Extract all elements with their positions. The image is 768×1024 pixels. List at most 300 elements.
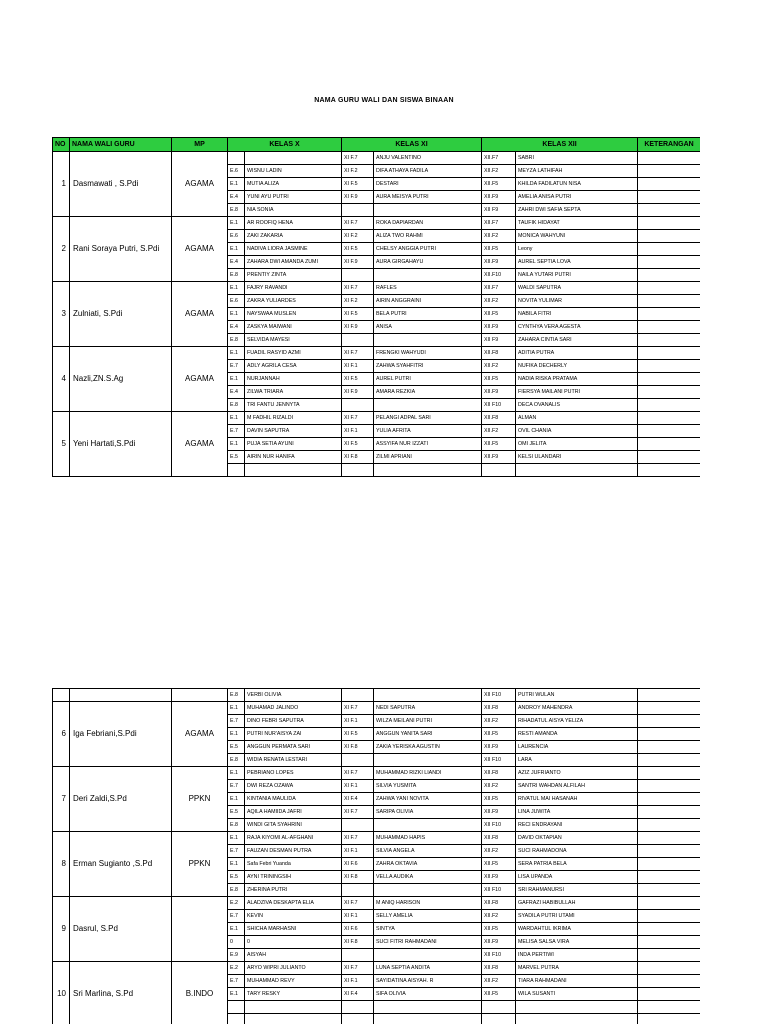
table-row [53, 152, 701, 165]
header-mp: MP [172, 138, 228, 152]
kelas-x-code: E.6 [228, 295, 245, 308]
kelas-xi-code: XI F.4 [342, 793, 374, 806]
kelas-xi-name: ZAKIA YERISKA AGUSTIN [374, 741, 482, 754]
row-number: 3 [53, 282, 70, 347]
row-number: 5 [53, 412, 70, 477]
kelas-x-code: E.1 [228, 412, 245, 425]
kelas-xi-name [374, 754, 482, 767]
kelas-xii-code: XII.F9 [482, 191, 516, 204]
kelas-xii-code: XII.F5 [482, 373, 516, 386]
keterangan-cell [638, 988, 701, 1001]
keterangan-cell [638, 308, 700, 321]
keterangan-cell [638, 949, 701, 962]
keterangan-cell [638, 897, 701, 910]
table-row [53, 832, 701, 845]
keterangan-cell [638, 347, 700, 360]
kelas-xi-name: YULIA AFRITA [374, 425, 482, 438]
kelas-xi-name: FRENGKI WAHYUDI [374, 347, 482, 360]
kelas-x-name: Safa Febri Yuanda [245, 858, 342, 871]
keterangan-cell [638, 793, 701, 806]
kelas-xii-code: XII.F5 [482, 728, 516, 741]
kelas-xii-code: XII.F8 [482, 702, 516, 715]
kelas-x-name: ZAKI ZAKARIA [245, 230, 342, 243]
kelas-x-name: WIDIA RENATA LESTARI [245, 754, 342, 767]
header-kelas-x: KELAS X [228, 138, 342, 152]
keterangan-cell [638, 689, 701, 702]
keterangan-cell [638, 295, 700, 308]
kelas-xi-code: XI F.7 [342, 806, 374, 819]
kelas-xi-code: XI F.8 [342, 741, 374, 754]
kelas-xi-name: SILVIA ANGELA [374, 845, 482, 858]
kelas-xi-name: VELLA AUDIKA [374, 871, 482, 884]
kelas-xi-name: MUHAMMAD HAPIS [374, 832, 482, 845]
wali-guru-name: Rani Soraya Putri, S.Pdi [70, 217, 172, 282]
kelas-xii-name: TIARA RAHMADANI [516, 975, 638, 988]
kelas-x-code: E.8 [228, 884, 245, 897]
kelas-xii-name: ANDROY MAHENDRA [516, 702, 638, 715]
kelas-x-code [228, 152, 245, 165]
wali-guru-name: Iga Febriani,S.Pdi [70, 702, 172, 767]
keterangan-cell [638, 715, 701, 728]
keterangan-cell [638, 871, 701, 884]
kelas-x-code: E.1 [228, 217, 245, 230]
kelas-xi-name: PELANGI ADPAL SARI [374, 412, 482, 425]
kelas-x-code: E.4 [228, 256, 245, 269]
guru-wali-table-1 [52, 137, 700, 477]
table-row [53, 217, 701, 230]
kelas-xi-name [374, 1014, 482, 1024]
kelas-xi-code: XI F.9 [342, 256, 374, 269]
kelas-xi-name: WILZA MEILANI PUTRI [374, 715, 482, 728]
kelas-xii-name: ZAHRI DWI SAFIA SEPTA [516, 204, 638, 217]
mata-pelajaran: AGAMA [172, 282, 228, 347]
mata-pelajaran: B.INDO [172, 962, 228, 1024]
kelas-x-code: E.7 [228, 910, 245, 923]
kelas-xii-code: XII.F5 [482, 858, 516, 871]
kelas-x-name: ZASKYA MAIWANI [245, 321, 342, 334]
kelas-x-code: E.6 [228, 230, 245, 243]
wali-guru-name: Nazli,ZN.S.Ag [70, 347, 172, 412]
header-kelas-xi: KELAS XI [342, 138, 482, 152]
kelas-x-name: NADIVA LIORA JASMINE [245, 243, 342, 256]
kelas-xii-code: XII.F8 [482, 767, 516, 780]
kelas-xii-name: KHILDA FADILATUN NISA [516, 178, 638, 191]
kelas-x-code: E.7 [228, 975, 245, 988]
kelas-x-code: E.1 [228, 438, 245, 451]
keterangan-cell [638, 910, 701, 923]
wali-guru-name: Dasmawati , S.Pdi [70, 152, 172, 217]
kelas-x-name: TARY RESKY [245, 988, 342, 1001]
kelas-xi-code [342, 269, 374, 282]
kelas-x-name: AYNI TRININGSIH [245, 871, 342, 884]
keterangan-cell [638, 806, 701, 819]
kelas-xii-name: SUCI RAHMADONA [516, 845, 638, 858]
kelas-xi-name: SUCI FITRI RAHMADANI [374, 936, 482, 949]
kelas-x-code: E.8 [228, 334, 245, 347]
table-page-1 [52, 137, 700, 489]
kelas-x-code [228, 1014, 245, 1024]
keterangan-cell [638, 191, 700, 204]
kelas-x-code: E.2 [228, 962, 245, 975]
kelas-xi-name: ALIZA TWO RAHMI [374, 230, 482, 243]
kelas-x-name: RAJA KIYOMI AL-AFGHANI [245, 832, 342, 845]
kelas-x-code: E.1 [228, 308, 245, 321]
wali-guru-name: Yeni Hartati,S.Pdi [70, 412, 172, 477]
keterangan-cell [638, 334, 700, 347]
table-row [53, 897, 701, 910]
kelas-xi-name: SARIPA OLIVIA [374, 806, 482, 819]
kelas-x-code: E.6 [228, 165, 245, 178]
kelas-xi-code: XI F.7 [342, 152, 374, 165]
keterangan-cell [638, 936, 701, 949]
table-row [53, 767, 701, 780]
keterangan-cell [638, 858, 701, 871]
kelas-xi-code: XI F.5 [342, 178, 374, 191]
kelas-xii-code: XII.F2 [482, 910, 516, 923]
kelas-x-code: E.7 [228, 845, 245, 858]
kelas-x-code [228, 1001, 245, 1014]
kelas-xi-code: XI F.9 [342, 191, 374, 204]
keterangan-cell [638, 269, 700, 282]
kelas-xii-code: XII.F8 [482, 832, 516, 845]
keterangan-cell [638, 1014, 701, 1024]
kelas-x-code: E.2 [228, 897, 245, 910]
kelas-x-code: E.8 [228, 269, 245, 282]
kelas-xii-name: NUFIKA DECHERLY [516, 360, 638, 373]
wali-guru-name: Zulniati, S.Pdi [70, 282, 172, 347]
table-page-2 [52, 688, 700, 1024]
kelas-xii-name: WALDI SAPUTRA [516, 282, 638, 295]
keterangan-cell [638, 178, 700, 191]
kelas-xii-code: XII.F7 [482, 152, 516, 165]
kelas-x-name: DINO FEBRI SAPUTRA [245, 715, 342, 728]
kelas-xii-name: SYADILA PUTRI UTAMI [516, 910, 638, 923]
kelas-xii-code: XII F10 [482, 884, 516, 897]
kelas-xii-code: XII.F5 [482, 308, 516, 321]
kelas-x-code: E.5 [228, 871, 245, 884]
kelas-x-code: E.1 [228, 282, 245, 295]
keterangan-cell [638, 884, 701, 897]
kelas-x-name: ANGGUN PERMATA SARI [245, 741, 342, 754]
kelas-x-code: E.1 [228, 767, 245, 780]
kelas-xii-code: XII.F8 [482, 412, 516, 425]
kelas-x-code: E.1 [228, 832, 245, 845]
kelas-xii-code [482, 1001, 516, 1014]
kelas-x-code: E.7 [228, 780, 245, 793]
keterangan-cell [638, 780, 701, 793]
kelas-xii-code: XII F9 [482, 334, 516, 347]
kelas-xi-code: XI F.7 [342, 962, 374, 975]
kelas-xii-name: RIVATUL MAI HASANAH [516, 793, 638, 806]
kelas-xii-name: LISA UPANDA [516, 871, 638, 884]
kelas-xii-name: ZAHARA CINTIA SARI [516, 334, 638, 347]
kelas-xii-code: XII.F2 [482, 360, 516, 373]
keterangan-cell [638, 399, 700, 412]
kelas-xii-code: XII.F2 [482, 230, 516, 243]
kelas-xii-name: ADITIA PUTRA [516, 347, 638, 360]
mata-pelajaran [172, 897, 228, 962]
kelas-xii-name: FIERSYA MAILANI PUTRI [516, 386, 638, 399]
kelas-xii-name: MEYZA LATHIFAH [516, 165, 638, 178]
kelas-xii-code: XII.F8 [482, 347, 516, 360]
kelas-xi-code [342, 884, 374, 897]
kelas-x-code: E.7 [228, 360, 245, 373]
row-number: 1 [53, 152, 70, 217]
kelas-xii-name: CYNTHYA VERA AGESTA [516, 321, 638, 334]
kelas-xii-name: WILA SUSANTI [516, 988, 638, 1001]
kelas-x-name [245, 1001, 342, 1014]
keterangan-cell [638, 204, 700, 217]
kelas-xii-code: XII.F2 [482, 715, 516, 728]
kelas-x-name: NURJANNAH [245, 373, 342, 386]
kelas-xii-name: NABILA FITRI [516, 308, 638, 321]
mata-pelajaran: PPKN [172, 832, 228, 897]
kelas-xii-code: XII.F7 [482, 217, 516, 230]
kelas-x-name: KEVIN [245, 910, 342, 923]
mata-pelajaran: AGAMA [172, 217, 228, 282]
keterangan-cell [638, 1001, 701, 1014]
kelas-xi-name [374, 204, 482, 217]
kelas-xii-name: GAFRAZI HABIBULLAH [516, 897, 638, 910]
kelas-xii-name: LINA JUWITA [516, 806, 638, 819]
kelas-xi-name [374, 464, 482, 477]
table-row [53, 347, 701, 360]
kelas-xii-name: NADIA RISKA PRATAMA [516, 373, 638, 386]
kelas-xi-name [374, 884, 482, 897]
kelas-x-name: ZAHARA DWI AMANDA ZUMI [245, 256, 342, 269]
keterangan-cell [638, 412, 700, 425]
keterangan-cell [638, 321, 700, 334]
kelas-xi-name [374, 689, 482, 702]
keterangan-cell [638, 282, 700, 295]
kelas-xi-name: SINTYA [374, 923, 482, 936]
kelas-xi-name: DESTARI [374, 178, 482, 191]
kelas-x-code: E.5 [228, 806, 245, 819]
kelas-xi-code: XI F.2 [342, 165, 374, 178]
kelas-xi-name [374, 949, 482, 962]
kelas-x-code: E.8 [228, 689, 245, 702]
kelas-xi-name: RAFLES [374, 282, 482, 295]
kelas-xi-code [342, 1001, 374, 1014]
kelas-x-name: PUJA SETIA AYUNI [245, 438, 342, 451]
row-number: 4 [53, 347, 70, 412]
kelas-xi-name: CHELSY ANGGIA PUTRI [374, 243, 482, 256]
kelas-xii-code [482, 464, 516, 477]
kelas-xi-code: XI F.1 [342, 780, 374, 793]
kelas-xii-name: WARDAHTUL IKRIMA [516, 923, 638, 936]
kelas-xi-name: ANJU VALENTINO [374, 152, 482, 165]
mata-pelajaran: AGAMA [172, 702, 228, 767]
kelas-xi-code: XI F.1 [342, 715, 374, 728]
wali-guru-name: Sri Marlina, S.Pd [70, 962, 172, 1024]
kelas-x-name: WISNU LADIN [245, 165, 342, 178]
kelas-xi-code: XI F.7 [342, 282, 374, 295]
kelas-xi-name: ZAHRA OKTAVIA [374, 858, 482, 871]
kelas-xi-code [342, 334, 374, 347]
kelas-xi-code: XI F.7 [342, 832, 374, 845]
kelas-xii-name: SRI RAHMANURSI [516, 884, 638, 897]
kelas-xii-code: XII.F5 [482, 243, 516, 256]
kelas-x-code: E.1 [228, 858, 245, 871]
keterangan-cell [638, 230, 700, 243]
keterangan-cell [638, 832, 701, 845]
kelas-x-name: YUNI AYU PUTRI [245, 191, 342, 204]
kelas-xii-code: XII.F2 [482, 780, 516, 793]
keterangan-cell [638, 373, 700, 386]
kelas-xii-name: AMELIA ANISA PUTRI [516, 191, 638, 204]
kelas-xi-code: XI F.9 [342, 386, 374, 399]
kelas-xii-name: DECA OVANALIS [516, 399, 638, 412]
kelas-x-name: ALADZIVA DESKAPTA ELIA [245, 897, 342, 910]
kelas-xii-name: KELSI ULANDARI [516, 451, 638, 464]
kelas-xii-code: XII.F9 [482, 871, 516, 884]
kelas-xii-code: XII.F9 [482, 741, 516, 754]
kelas-xi-name [374, 399, 482, 412]
kelas-x-code: E.4 [228, 191, 245, 204]
kelas-xii-name: AZIZ JUFRIANTO [516, 767, 638, 780]
kelas-xi-code: XI F.5 [342, 438, 374, 451]
kelas-x-name: PUTRI NUR'AISYA ZAI [245, 728, 342, 741]
kelas-xii-name: TAUFIK HIDAYAT [516, 217, 638, 230]
kelas-x-code: E.1 [228, 373, 245, 386]
kelas-xii-code: XII.F5 [482, 178, 516, 191]
kelas-x-code: E.4 [228, 386, 245, 399]
kelas-xi-name [374, 819, 482, 832]
kelas-xi-code: XI F.7 [342, 897, 374, 910]
kelas-xi-name: ZILMI APRIANI [374, 451, 482, 464]
kelas-xii-code: XII.F9 [482, 386, 516, 399]
kelas-xii-name: MARVEL PUTRA [516, 962, 638, 975]
row-number: 10 [53, 962, 70, 1024]
kelas-xi-code: XI F.7 [342, 767, 374, 780]
kelas-xi-code: XI F.6 [342, 923, 374, 936]
kelas-xi-code: XI F.5 [342, 243, 374, 256]
row-number: 8 [53, 832, 70, 897]
kelas-x-code: E.4 [228, 321, 245, 334]
kelas-xii-name: ALMAN [516, 412, 638, 425]
table-row-continued [53, 689, 701, 702]
kelas-x-name: WINDI GITA SYAHRINI [245, 819, 342, 832]
kelas-xii-code: XII.F5 [482, 923, 516, 936]
kelas-xii-code: XII F10 [482, 399, 516, 412]
kelas-xi-name: NEDI SAPUTRA [374, 702, 482, 715]
header-keterangan: KETERANGAN [638, 138, 700, 152]
kelas-xii-code: XII.F2 [482, 975, 516, 988]
kelas-xii-code: XII.F2 [482, 295, 516, 308]
mata-pelajaran: AGAMA [172, 347, 228, 412]
kelas-xi-code: XI F.7 [342, 347, 374, 360]
table-row [53, 412, 701, 425]
keterangan-cell [638, 386, 700, 399]
kelas-xi-code [342, 689, 374, 702]
kelas-xii-name: DAVID OKTAPIAN [516, 832, 638, 845]
keterangan-cell [638, 165, 700, 178]
kelas-xii-name: AUREL SEPTIA LOVA [516, 256, 638, 269]
wali-guru-name: Erman Sugianto ,S.Pd [70, 832, 172, 897]
kelas-x-name: PRENTIY ZINTA [245, 269, 342, 282]
wali-guru-name: Dasrul, S.Pd [70, 897, 172, 962]
kelas-x-code: E.1 [228, 702, 245, 715]
kelas-x-name: MUHAMMAD REVY [245, 975, 342, 988]
kelas-xii-code: XII.F2 [482, 845, 516, 858]
kelas-x-code: E.1 [228, 178, 245, 191]
kelas-xi-name: SELLY AMELIA [374, 910, 482, 923]
kelas-x-code [228, 464, 245, 477]
keterangan-cell [638, 243, 700, 256]
kelas-xii-name: SABRI [516, 152, 638, 165]
keterangan-cell [638, 741, 701, 754]
kelas-xi-code: XI F.1 [342, 360, 374, 373]
kelas-xii-code: XII.F9 [482, 806, 516, 819]
kelas-xi-name: SILVIA YUSMITA [374, 780, 482, 793]
kelas-x-name: FUADIL RASYID AZMI [245, 347, 342, 360]
header-nama: NAMA WALI GURU [70, 138, 172, 152]
kelas-xii-code: XII F10 [482, 819, 516, 832]
kelas-xii-name: LARA [516, 754, 638, 767]
kelas-xii-code: XII.F9 [482, 321, 516, 334]
kelas-xi-name: ROKA DAPIARDAN [374, 217, 482, 230]
kelas-x-code: E.1 [228, 728, 245, 741]
kelas-xi-code: XI F.1 [342, 975, 374, 988]
kelas-x-name: 0 [245, 936, 342, 949]
kelas-xi-code [342, 464, 374, 477]
kelas-x-code: E.9 [228, 949, 245, 962]
keterangan-cell [638, 256, 700, 269]
kelas-xi-code [342, 819, 374, 832]
kelas-xii-name [516, 1001, 638, 1014]
kelas-xii-name: OVIL CHANIA [516, 425, 638, 438]
kelas-xi-name: LUNA SEPTIA ANDITA [374, 962, 482, 975]
kelas-xii-name [516, 1014, 638, 1024]
kelas-x-name: TRI FANTU JENNYTA [245, 399, 342, 412]
kelas-x-code: E.8 [228, 819, 245, 832]
kelas-xii-name: NOVITA YULIMAR [516, 295, 638, 308]
kelas-xii-name: PUTRI WULAN [516, 689, 638, 702]
kelas-xii-code: XII F10 [482, 754, 516, 767]
header-kelas-xii: KELAS XII [482, 138, 638, 152]
kelas-xi-name: AURA MEISYA PUTRI [374, 191, 482, 204]
kelas-xi-code [342, 949, 374, 962]
kelas-xii-name: RESTI AMANDA [516, 728, 638, 741]
kelas-x-name: AISYAH [245, 949, 342, 962]
kelas-xi-code: XI F.6 [342, 858, 374, 871]
kelas-xi-code: XI F.4 [342, 988, 374, 1001]
kelas-x-name: ZAKRA YULIARDES [245, 295, 342, 308]
kelas-xi-name: MUHAMMAD RIZKI LIANDI [374, 767, 482, 780]
document-title: NAMA GURU WALI DAN SISWA BINAAN [314, 97, 454, 104]
kelas-x-code: E.1 [228, 243, 245, 256]
table-row [53, 962, 701, 975]
kelas-xii-name: MONICA WAHYUNI [516, 230, 638, 243]
kelas-xi-code: XI F.1 [342, 910, 374, 923]
keterangan-cell [638, 464, 700, 477]
kelas-xi-code: XI F.8 [342, 936, 374, 949]
kelas-xii-name: RECI ENDRAYANI [516, 819, 638, 832]
kelas-xi-code [342, 399, 374, 412]
kelas-xii-name: LAURENCIA [516, 741, 638, 754]
kelas-xi-code: XI F.1 [342, 425, 374, 438]
kelas-xii-code: XII.F9 [482, 936, 516, 949]
keterangan-cell [638, 819, 701, 832]
row-number: 2 [53, 217, 70, 282]
mata-pelajaran: AGAMA [172, 152, 228, 217]
kelas-x-name: DWI REZA OZAWA [245, 780, 342, 793]
kelas-xi-code: XI F.9 [342, 321, 374, 334]
keterangan-cell [638, 962, 701, 975]
row-number: 7 [53, 767, 70, 832]
kelas-xi-code: XI F.2 [342, 295, 374, 308]
keterangan-cell [638, 728, 701, 741]
